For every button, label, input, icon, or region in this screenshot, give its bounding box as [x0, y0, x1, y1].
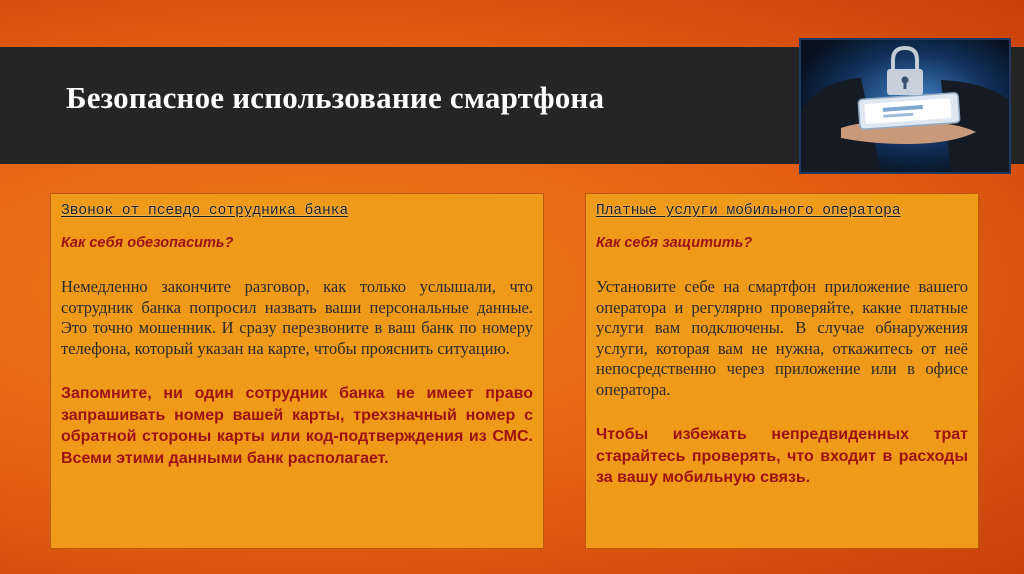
bank-call-panel [50, 193, 544, 549]
bank-call-body: Немедленно закончите разговор, как только услышали, что сотрудник банка попросил назвать ваши персональные данные. Это точно мошенник. И сразу перезвоните в ваш банк по номеру телефона, который указан на карте, чтобы прояснить ситуацию. [61, 277, 533, 358]
bank-call-question: Как себя обезопасить? [61, 235, 234, 251]
page-title: Безопасное использование смартфона [66, 80, 605, 115]
smartphone-lock-illustration [801, 40, 1009, 172]
bank-call-heading: Звонок от псевдо сотрудника банка [61, 203, 349, 219]
paid-services-note: Чтобы избежать непредвиденных трат старайтесь проверять, что входит в расходы за вашу мобильную связь. [596, 426, 968, 486]
bank-call-note: Запомните, ни один сотрудник банка не имеет право запрашивать номер вашей карты, трехзначный номер с обратной стороны карты или код-подтверждения из СМС. Всеми этими данными банк располагает. [61, 385, 533, 467]
paid-services-panel [585, 193, 979, 549]
smartphone-photo [799, 38, 1011, 174]
paid-services-question: Как себя защитить? [596, 235, 753, 251]
paid-services-body: Установите себе на смартфон приложение вашего оператора и регулярно проверяйте, какие платные услуги вам подключены. В случае обнаружения услуги, которая вам не нужна, откажитесь от неё непосредственно через приложение или в офисе оператора. [596, 277, 968, 399]
paid-services-heading: Платные услуги мобильного оператора [596, 203, 901, 219]
